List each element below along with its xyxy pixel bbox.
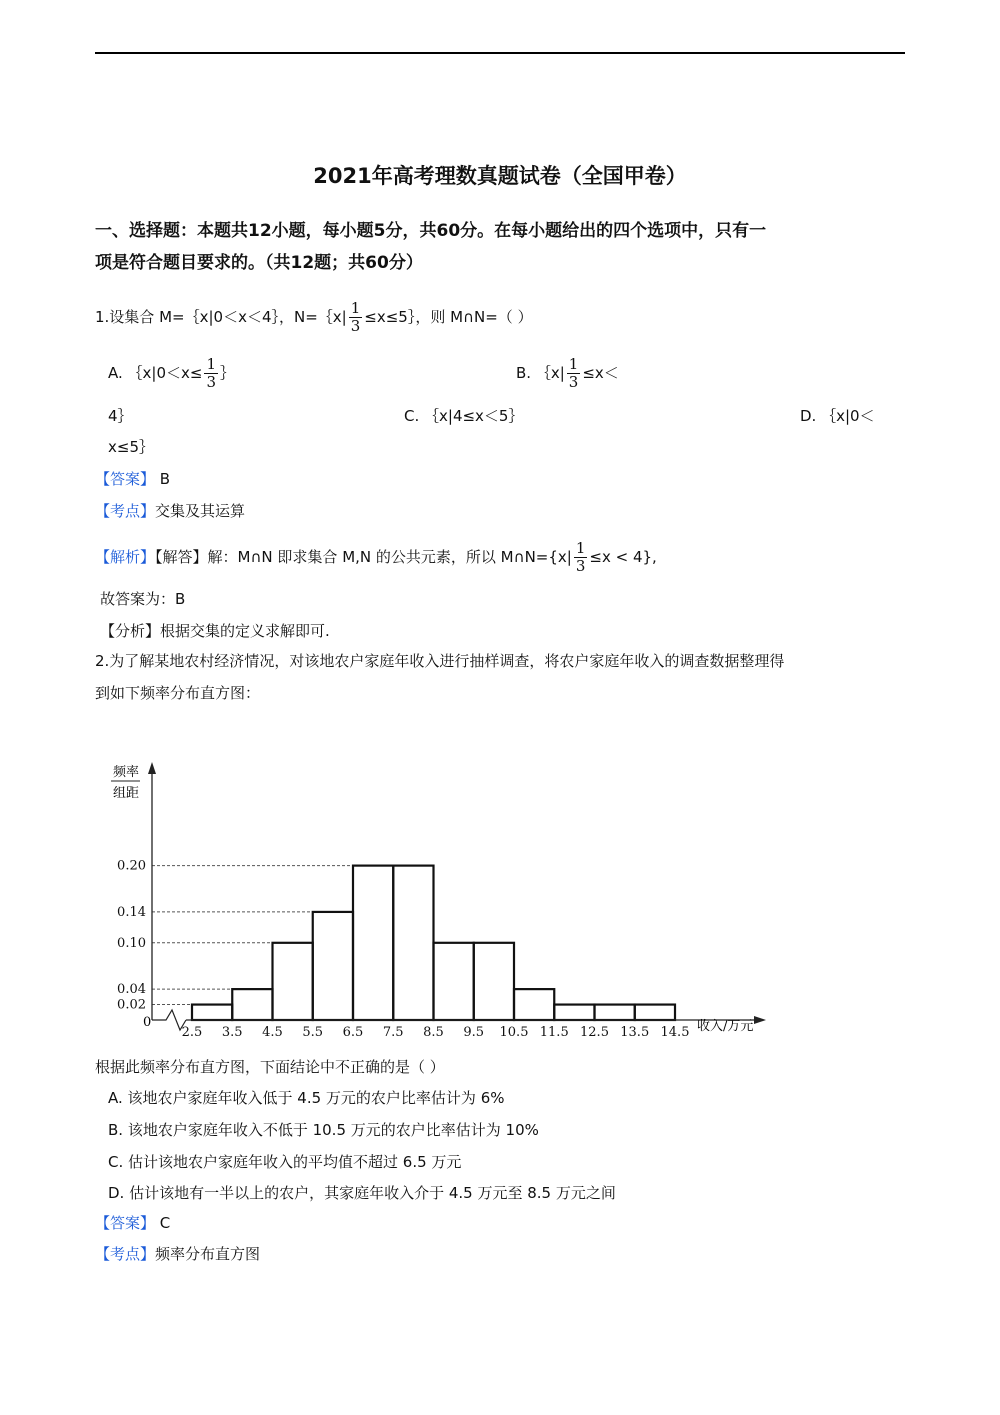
q1-conclusion: 故答案为：B <box>100 590 186 608</box>
histogram-bar <box>635 1005 675 1020</box>
q2-question: 根据此频率分布直方图，下面结论中不正确的是（ ） <box>95 1058 445 1076</box>
y-tick-label: 0.04 <box>117 982 146 998</box>
x-tick-label: 13.5 <box>620 1025 650 1040</box>
histogram-bar <box>514 989 554 1020</box>
histogram-bar <box>393 866 433 1020</box>
y-tick-label: 0.14 <box>117 904 146 920</box>
x-tick-label: 8.5 <box>423 1025 444 1040</box>
x-tick-label: 12.5 <box>580 1025 609 1040</box>
y-tick-label: 0.10 <box>117 935 146 951</box>
x-tick-label: 14.5 <box>660 1025 690 1040</box>
x-tick-label: 10.5 <box>499 1025 529 1040</box>
q1-option-b-continued: 4｝ <box>108 407 133 425</box>
q1-option-b: B. ｛x| $\frac{1}{3}$ ≤x＜ <box>516 355 619 391</box>
q2-point: 【考点】频率分布直方图 <box>95 1245 261 1263</box>
y-tick-label: 0.02 <box>117 997 146 1013</box>
fraction: $\frac{1}{3}$ <box>206 355 217 391</box>
q2-stem-line2: 到如下频率分布直方图： <box>95 684 261 702</box>
y-axis-label-bottom: 组距 <box>113 786 140 801</box>
q1-stem-text-end: ≤x≤5｝，则 M∩N=（ ） <box>364 308 533 326</box>
x-tick-label: 2.5 <box>181 1025 203 1040</box>
q1-option-d: D. ｛x|0＜ <box>800 407 875 425</box>
histogram-bar <box>313 912 353 1020</box>
y-axis-label-top: 频率 <box>113 765 140 780</box>
q1-option-c: C. ｛x|4≤x＜5｝ <box>404 407 524 425</box>
q1-option-d-continued: x≤5｝ <box>108 438 154 456</box>
histogram-bar <box>474 943 514 1020</box>
histogram-bar <box>232 989 272 1020</box>
x-tick-label: 5.5 <box>302 1025 324 1040</box>
q2-option-a: A. 该地农户家庭年收入低于 4.5 万元的农户比率估计为 6% <box>108 1089 505 1107</box>
fraction: $\frac{1}{3}$ <box>568 355 579 391</box>
y-tick-label: 0.20 <box>117 858 146 874</box>
histogram-bar <box>595 1005 635 1020</box>
fraction: $\frac{1}{3}$ <box>575 539 586 575</box>
x-tick-label: 6.5 <box>342 1025 364 1040</box>
q1-analysis: 【解析】【解答】解：M∩N 即求集合 M,N 的公共元素，所以 M∩N={x| $\frac{1}{3}$ ≤x < 4}, <box>95 539 657 575</box>
x-tick-label: 3.5 <box>221 1025 243 1040</box>
q2-stem-line1: 2.为了解某地农村经济情况，对该地农户家庭年收入进行抽样调查，将农户家庭年收入的调查数据整理得 <box>95 652 785 670</box>
q2-option-c: C. 估计该地农户家庭年收入的平均值不超过 6.5 万元 <box>108 1153 462 1171</box>
histogram <box>0 740 800 1040</box>
histogram-bar <box>434 943 474 1020</box>
q1-stem <box>95 300 533 335</box>
q2-answer: 【答案】 C <box>95 1214 171 1232</box>
histogram-bar <box>353 866 393 1020</box>
x-tick-label: 7.5 <box>382 1025 404 1040</box>
section-heading-line2: 项是符合题目要求的。（共12题；共60分） <box>95 253 423 273</box>
origin-label: 0 <box>143 1015 152 1030</box>
q1-stem-text: 1.设集合 M=｛x|0＜x＜4｝，N=｛x| <box>95 308 347 326</box>
histogram-bar <box>273 943 313 1020</box>
x-tick-label: 11.5 <box>539 1025 569 1040</box>
page-title: 2021年高考理数真题试卷（全国甲卷） <box>313 164 687 188</box>
x-tick-label: 9.5 <box>463 1025 485 1040</box>
x-tick-label: 4.5 <box>262 1025 283 1040</box>
y-axis-arrow <box>148 762 156 774</box>
q1-option-a: A. ｛x|0＜x≤ $\frac{1}{3}$ ｝ <box>108 355 236 391</box>
histogram-bar <box>192 1005 232 1020</box>
q1-answer: 【答案】 B <box>95 470 171 488</box>
x-axis-arrow <box>754 1016 766 1024</box>
histogram-bar <box>554 1005 594 1020</box>
section-heading-line1: 一、选择题：本题共12小题，每小题5分，共60分。在每小题给出的四个选项中，只有一 <box>95 221 767 241</box>
q1-point: 【考点】交集及其运算 <box>95 502 246 520</box>
q2-option-b: B. 该地农户家庭年收入不低于 10.5 万元的农户比率估计为 10% <box>108 1121 539 1139</box>
x-axis-label: 收入/万元 <box>697 1019 754 1034</box>
header-rule <box>95 52 905 54</box>
q1-method: 【分析】根据交集的定义求解即可. <box>100 622 330 640</box>
q2-option-d: D. 估计该地有一半以上的农户，其家庭年收入介于 4.5 万元至 8.5 万元之间 <box>108 1184 616 1202</box>
fraction: $\frac{1}{3}$ <box>350 299 361 335</box>
